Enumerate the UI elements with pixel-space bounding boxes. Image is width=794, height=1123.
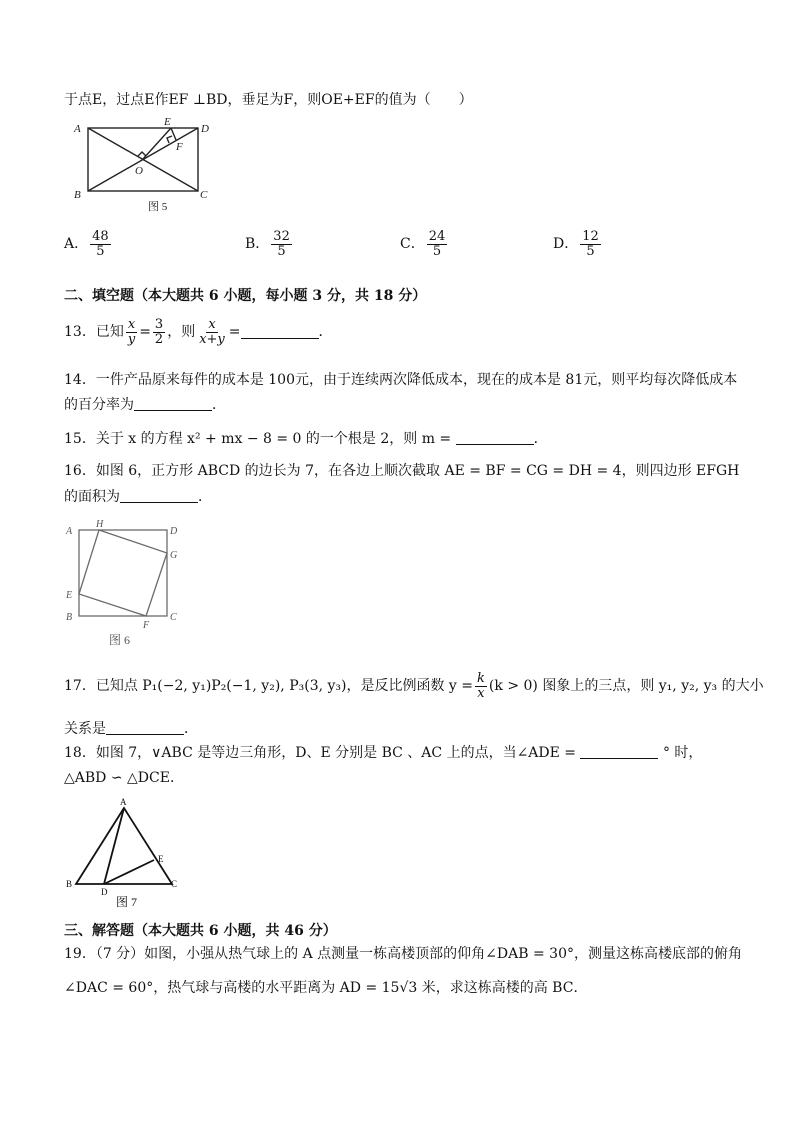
label-c: C bbox=[200, 189, 208, 201]
q13-frac1-num: x bbox=[127, 317, 136, 332]
option-letter: A． bbox=[64, 236, 89, 253]
q13 bbox=[64, 318, 333, 346]
q13-prefix: 13．已知 bbox=[64, 324, 124, 341]
label-b: B bbox=[66, 879, 73, 889]
quadrilateral-efgh bbox=[79, 530, 167, 616]
q18-answer-blank bbox=[580, 746, 658, 759]
q14-end: ． bbox=[212, 397, 226, 413]
q15-text: 15．关于 x 的方程 x² + mx − 8 = 0 的一个根是 2，则 m = bbox=[64, 431, 452, 447]
q15-answer-blank bbox=[456, 432, 534, 445]
figure-7-caption: 图 7 bbox=[116, 895, 138, 909]
q17-line2-text: 关系是 bbox=[64, 721, 106, 737]
segment-ad bbox=[104, 808, 124, 884]
segment-de bbox=[104, 860, 154, 884]
q18-line1 bbox=[64, 746, 702, 760]
q13-mid: ，则 bbox=[167, 324, 196, 341]
label-a: A bbox=[74, 123, 81, 135]
q13-eq2: = bbox=[228, 324, 241, 341]
q12-option-b bbox=[245, 230, 294, 258]
label-c: C bbox=[170, 612, 177, 623]
q12-option-a bbox=[64, 230, 113, 258]
q19-line1: 19．（7 分）如图，小强从热气球上的 A 点测量一栋高楼顶部的仰角∠DAB = 30°，测量这栋高楼底部的俯角 bbox=[64, 946, 742, 962]
q12-option-d bbox=[553, 230, 603, 258]
q15-end: ． bbox=[533, 431, 548, 447]
q18-line2: △ABD ∽ △DCE． bbox=[64, 770, 184, 786]
option-numerator: 48 bbox=[92, 229, 109, 244]
q16-answer-blank bbox=[120, 490, 198, 503]
q17-part-b: (k > 0) 图象上的三点，则 y₁, y₂, y₃ 的大小 bbox=[488, 678, 764, 695]
label-g: G bbox=[170, 550, 178, 561]
right-angle-mark-f bbox=[167, 136, 172, 143]
label-f: F bbox=[176, 141, 183, 153]
option-letter: D． bbox=[553, 236, 579, 253]
label-c: C bbox=[171, 879, 178, 889]
label-f: F bbox=[143, 620, 150, 631]
q18-line1-text: 18．如图 7，∨ABC 是等边三角形，D、E 分别是 BC 、AC 上的点，当∠ADE = bbox=[64, 745, 577, 761]
q17-end: ． bbox=[184, 721, 198, 737]
q19-line2: ∠DAC = 60°，热气球与高楼的水平距离为 AD = 15√3 米，求这栋高楼的高 BC． bbox=[64, 980, 588, 996]
label-e: E bbox=[164, 116, 171, 128]
q14-line2-text: 的百分率为 bbox=[64, 397, 134, 413]
triangle-abc bbox=[76, 808, 172, 884]
figure-6 bbox=[64, 520, 184, 652]
q12-option-c bbox=[400, 230, 449, 258]
label-a: A bbox=[120, 797, 127, 807]
label-d: D bbox=[201, 123, 209, 135]
q16-line1: 16．如图 6，正方形 ABCD 的边长为 7，在各边上顺次截取 AE = BF = CG = DH = 4，则四边形 EFGH bbox=[64, 463, 740, 479]
option-denominator: 5 bbox=[96, 243, 105, 259]
figure-7 bbox=[64, 796, 190, 912]
segment-oe bbox=[143, 128, 171, 159]
label-b: B bbox=[66, 612, 73, 623]
label-b: B bbox=[74, 189, 81, 201]
q16-end: ． bbox=[198, 489, 212, 505]
q13-answer-blank bbox=[241, 326, 319, 339]
q13-frac3-num: x bbox=[208, 317, 216, 332]
option-letter: B． bbox=[245, 236, 270, 253]
q17-line2 bbox=[64, 722, 198, 736]
q16-line2-text: 的面积为 bbox=[64, 489, 120, 505]
q17-line1 bbox=[64, 672, 764, 700]
q16-line2 bbox=[64, 490, 212, 504]
option-letter: C． bbox=[400, 236, 425, 253]
right-angle-mark-o bbox=[138, 152, 146, 156]
q13-frac1-den: y bbox=[127, 331, 136, 347]
option-denominator: 5 bbox=[432, 243, 442, 259]
q13-eq1: = bbox=[139, 324, 151, 341]
q13-frac2-den: 2 bbox=[154, 331, 164, 347]
figure-5 bbox=[72, 116, 232, 216]
q17-frac-num: k bbox=[477, 671, 485, 686]
q17-frac-den: x bbox=[477, 685, 485, 701]
q13-end: ． bbox=[318, 324, 333, 341]
q14-answer-blank bbox=[134, 398, 212, 411]
figure-6-caption: 图 6 bbox=[109, 633, 131, 647]
q12-stem: 于点E，过点E作EF ⊥BD，垂足为F，则OE+EF的值为（ ） bbox=[64, 92, 473, 108]
option-denominator: 5 bbox=[277, 243, 286, 259]
label-d: D bbox=[101, 887, 108, 897]
q14-line2 bbox=[64, 398, 226, 412]
q13-frac2-num: 3 bbox=[154, 317, 164, 332]
segment-ef bbox=[171, 128, 176, 140]
option-numerator: 24 bbox=[428, 229, 446, 244]
option-numerator: 32 bbox=[273, 229, 290, 244]
q14-line1: 14．一件产品原来每件的成本是 100元，由于连续两次降低成本，现在的成本是 81元，则平均每次降低成本 bbox=[64, 372, 738, 388]
q17-part-a: 17．已知点 P₁(−2, y₁)P₂(−1, y₂), P₃(3, y₃)，是反比例函数 y = bbox=[64, 678, 474, 695]
figure-5-caption: 图 5 bbox=[148, 201, 168, 213]
label-e: E bbox=[158, 854, 164, 864]
q18-line1-end: ° 时， bbox=[662, 745, 703, 761]
label-h: H bbox=[96, 520, 104, 530]
q15 bbox=[64, 432, 548, 446]
square-abcd bbox=[79, 530, 167, 616]
option-denominator: 5 bbox=[586, 243, 595, 259]
label-o: O bbox=[135, 165, 143, 177]
label-e: E bbox=[66, 590, 73, 601]
q13-frac3-den: x+y bbox=[199, 331, 225, 347]
section-3-heading: 三、解答题（本大题共 6 小题，共 46 分） bbox=[64, 923, 337, 939]
option-numerator: 12 bbox=[582, 229, 599, 244]
label-a: A bbox=[66, 526, 73, 537]
label-d: D bbox=[170, 526, 178, 537]
q17-answer-blank bbox=[106, 722, 184, 735]
section-2-heading: 二、填空题（本大题共 6 小题，每小题 3 分，共 18 分） bbox=[64, 288, 427, 304]
